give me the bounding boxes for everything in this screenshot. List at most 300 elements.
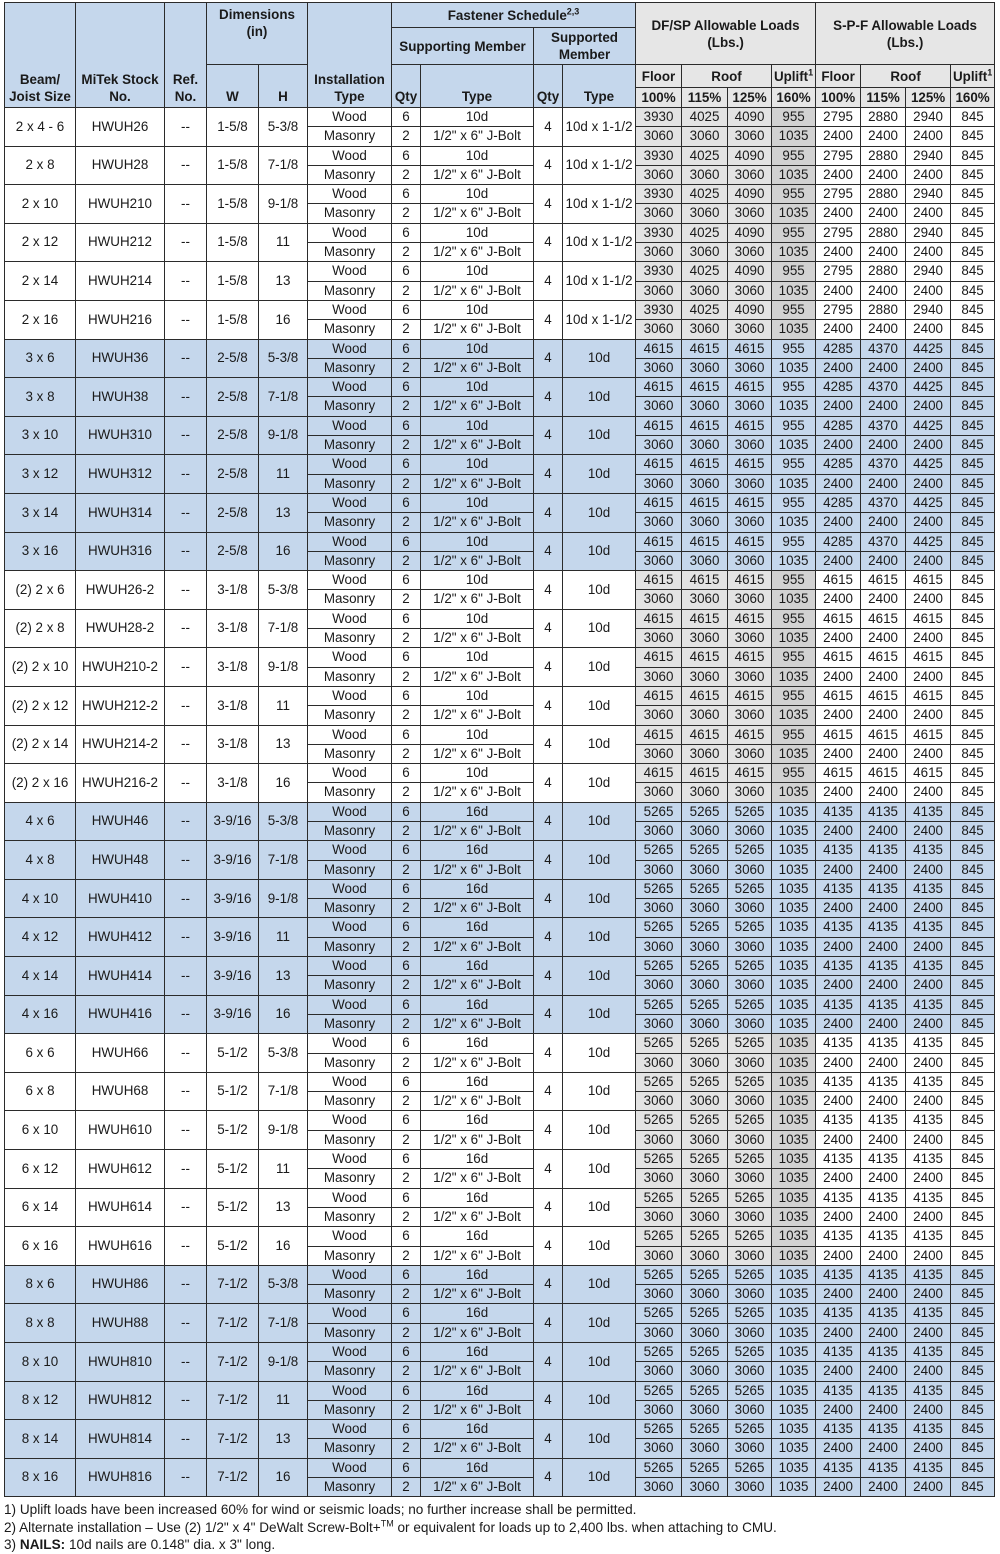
- dfsp-load-cell: 3060: [728, 899, 772, 918]
- spf-load-cell: 4135: [906, 957, 951, 976]
- spf-load-cell: 2400: [861, 127, 906, 146]
- spf-load-cell: 845: [951, 802, 995, 821]
- dfsp-load-cell: 3060: [636, 243, 682, 262]
- supporting-qty-cell: 2: [392, 706, 421, 725]
- dfsp-load-cell: 3060: [728, 976, 772, 995]
- spf-load-cell: 2400: [906, 976, 951, 995]
- dfsp-load-cell: 4615: [682, 378, 728, 397]
- dfsp-load-cell: 955: [772, 725, 816, 744]
- beam-size-cell: 3 x 8: [5, 378, 76, 417]
- spf-load-cell: 4135: [816, 1072, 861, 1091]
- header-supported-member: Supported Member: [534, 28, 636, 65]
- beam-size-cell: (2) 2 x 8: [5, 609, 76, 648]
- dfsp-load-cell: 1035: [772, 1130, 816, 1149]
- install-type-cell: Wood: [308, 416, 392, 435]
- install-type-cell: Masonry: [308, 783, 392, 802]
- dfsp-load-cell: 3060: [728, 667, 772, 686]
- spf-load-cell: 2400: [816, 513, 861, 532]
- spf-load-cell: 845: [951, 821, 995, 840]
- supporting-qty-cell: 6: [392, 223, 421, 242]
- dfsp-load-cell: 3060: [636, 1478, 682, 1497]
- width-cell: 3-9/16: [207, 841, 259, 880]
- supporting-qty-cell: 2: [392, 513, 421, 532]
- dfsp-load-cell: 3060: [682, 1439, 728, 1458]
- spf-load-cell: 4615: [816, 609, 861, 628]
- beam-size-cell: 6 x 14: [5, 1188, 76, 1227]
- spf-load-cell: 2400: [906, 1207, 951, 1226]
- spf-load-cell: 2400: [816, 667, 861, 686]
- spf-load-cell: 2795: [816, 262, 861, 281]
- width-cell: 7-1/2: [207, 1343, 259, 1382]
- spf-load-cell: 2400: [861, 937, 906, 956]
- height-cell: 16: [259, 300, 308, 339]
- dfsp-load-cell: 1035: [772, 281, 816, 300]
- width-cell: 3-9/16: [207, 918, 259, 957]
- table-row: [5, 1227, 995, 1246]
- dfsp-load-cell: 1035: [772, 1053, 816, 1072]
- dfsp-load-cell: 5265: [682, 1227, 728, 1246]
- header-fastener-schedule: Fastener Schedule$^{2,3}$: [392, 3, 636, 28]
- install-type-cell: Wood: [308, 1150, 392, 1169]
- supporting-qty-cell: 2: [392, 1207, 421, 1226]
- stock-no-cell: HWUH414: [76, 957, 165, 996]
- dfsp-load-cell: 955: [772, 378, 816, 397]
- stock-no-cell: HWUH810: [76, 1343, 165, 1382]
- install-type-cell: Masonry: [308, 1400, 392, 1419]
- dfsp-load-cell: 3060: [682, 243, 728, 262]
- spf-load-cell: 4615: [861, 648, 906, 667]
- dfsp-load-cell: 4615: [682, 416, 728, 435]
- supporting-qty-cell: 6: [392, 879, 421, 898]
- install-type-cell: Wood: [308, 1034, 392, 1053]
- supporting-type-cell: 16d: [421, 1420, 534, 1439]
- stock-no-cell: HWUH28: [76, 146, 165, 185]
- dfsp-load-cell: 1035: [772, 860, 816, 879]
- supporting-type-cell: 10d: [421, 493, 534, 512]
- header-dimensions: Dimensions (in): [207, 3, 308, 65]
- dfsp-load-cell: 955: [772, 493, 816, 512]
- dfsp-load-cell: 3060: [636, 436, 682, 455]
- spf-load-cell: 4615: [906, 571, 951, 590]
- dfsp-load-cell: 4025: [682, 146, 728, 165]
- spf-load-cell: 2400: [906, 358, 951, 377]
- supporting-qty-cell: 2: [392, 667, 421, 686]
- spf-load-cell: 2400: [906, 1362, 951, 1381]
- spf-load-cell: 4135: [906, 1072, 951, 1091]
- dfsp-load-cell: 4615: [728, 764, 772, 783]
- supporting-type-cell: 1/2" x 6" J-Bolt: [421, 281, 534, 300]
- dfsp-load-cell: 1035: [772, 1014, 816, 1033]
- dfsp-load-cell: 3060: [636, 1362, 682, 1381]
- dfsp-load-cell: 3060: [682, 1246, 728, 1265]
- beam-size-cell: 6 x 16: [5, 1227, 76, 1266]
- dfsp-load-cell: 5265: [636, 1265, 682, 1284]
- supported-type-cell: 10d: [563, 378, 636, 417]
- spf-load-cell: 4135: [816, 1420, 861, 1439]
- supporting-type-cell: 1/2" x 6" J-Bolt: [421, 1014, 534, 1033]
- table-row: [5, 1150, 995, 1169]
- spf-load-cell: 4135: [861, 1420, 906, 1439]
- dfsp-load-cell: 5265: [728, 1265, 772, 1284]
- supporting-type-cell: 16d: [421, 802, 534, 821]
- spf-load-cell: 845: [951, 899, 995, 918]
- dfsp-load-cell: 3060: [682, 821, 728, 840]
- supporting-qty-cell: 6: [392, 1188, 421, 1207]
- supporting-type-cell: 1/2" x 6" J-Bolt: [421, 783, 534, 802]
- spf-load-cell: 845: [951, 686, 995, 705]
- dfsp-load-cell: 1035: [772, 1169, 816, 1188]
- dfsp-load-cell: 5265: [682, 1458, 728, 1477]
- dfsp-load-cell: 4090: [728, 262, 772, 281]
- table-row: [5, 1111, 995, 1130]
- ref-no-cell: --: [165, 609, 207, 648]
- install-type-cell: Masonry: [308, 320, 392, 339]
- install-type-cell: Masonry: [308, 551, 392, 570]
- dfsp-load-cell: 3060: [636, 513, 682, 532]
- dfsp-load-cell: 1035: [772, 1400, 816, 1419]
- supported-type-cell: 10d x 1-1/2: [563, 300, 636, 339]
- install-type-cell: Masonry: [308, 590, 392, 609]
- spf-load-cell: 4135: [861, 1227, 906, 1246]
- dfsp-load-cell: 3060: [682, 397, 728, 416]
- spf-load-cell: 845: [951, 493, 995, 512]
- height-cell: 7-1/8: [259, 1072, 308, 1111]
- dfsp-load-cell: 3060: [682, 165, 728, 184]
- header-h: H: [259, 65, 308, 108]
- ref-no-cell: --: [165, 1304, 207, 1343]
- width-cell: 5-1/2: [207, 1188, 259, 1227]
- supporting-type-cell: 1/2" x 6" J-Bolt: [421, 474, 534, 493]
- supported-type-cell: 10d: [563, 455, 636, 494]
- ref-no-cell: --: [165, 378, 207, 417]
- dfsp-load-cell: 955: [772, 455, 816, 474]
- dfsp-load-cell: 3060: [636, 937, 682, 956]
- supporting-type-cell: 1/2" x 6" J-Bolt: [421, 937, 534, 956]
- dfsp-load-cell: 5265: [636, 1072, 682, 1091]
- supporting-qty-cell: 2: [392, 358, 421, 377]
- dfsp-load-cell: 3060: [682, 590, 728, 609]
- supporting-type-cell: 10d: [421, 185, 534, 204]
- height-cell: 7-1/8: [259, 609, 308, 648]
- dfsp-load-cell: 1035: [772, 1343, 816, 1362]
- supported-type-cell: 10d: [563, 493, 636, 532]
- supporting-type-cell: 10d: [421, 764, 534, 783]
- supporting-qty-cell: 2: [392, 976, 421, 995]
- supporting-type-cell: 1/2" x 6" J-Bolt: [421, 860, 534, 879]
- spf-load-cell: 4135: [861, 1150, 906, 1169]
- spf-load-cell: 845: [951, 571, 995, 590]
- spf-load-cell: 845: [951, 1323, 995, 1342]
- spf-load-cell: 4615: [861, 764, 906, 783]
- supporting-type-cell: 1/2" x 6" J-Bolt: [421, 1207, 534, 1226]
- supported-qty-cell: 4: [534, 1458, 563, 1497]
- dfsp-load-cell: 4615: [682, 532, 728, 551]
- spf-load-cell: 2880: [861, 146, 906, 165]
- stock-no-cell: HWUH610: [76, 1111, 165, 1150]
- height-cell: 9-1/8: [259, 416, 308, 455]
- dfsp-load-cell: 1035: [772, 1072, 816, 1091]
- dfsp-load-cell: 3060: [728, 706, 772, 725]
- spf-load-cell: 845: [951, 320, 995, 339]
- supported-type-cell: 10d: [563, 879, 636, 918]
- supported-qty-cell: 4: [534, 378, 563, 417]
- supporting-qty-cell: 6: [392, 571, 421, 590]
- beam-size-cell: 8 x 10: [5, 1343, 76, 1382]
- beam-size-cell: 8 x 14: [5, 1420, 76, 1459]
- supporting-type-cell: 1/2" x 6" J-Bolt: [421, 1246, 534, 1265]
- stock-no-cell: HWUH88: [76, 1304, 165, 1343]
- spf-load-cell: 845: [951, 1304, 995, 1323]
- spf-load-cell: 4615: [816, 764, 861, 783]
- dfsp-load-cell: 3060: [682, 667, 728, 686]
- beam-size-cell: 4 x 16: [5, 995, 76, 1034]
- spf-load-cell: 2400: [861, 899, 906, 918]
- spf-load-cell: 2400: [906, 320, 951, 339]
- spf-load-cell: 2880: [861, 262, 906, 281]
- header-dfsp-125: 125%: [728, 88, 772, 108]
- supporting-qty-cell: 2: [392, 783, 421, 802]
- supporting-qty-cell: 2: [392, 744, 421, 763]
- supported-type-cell: 10d: [563, 1381, 636, 1420]
- table-row: [5, 493, 995, 512]
- table-row: [5, 300, 995, 319]
- spf-load-cell: 4370: [861, 532, 906, 551]
- table-row: [5, 609, 995, 628]
- spf-load-cell: 4425: [906, 339, 951, 358]
- stock-no-cell: HWUH614: [76, 1188, 165, 1227]
- spf-load-cell: 4135: [906, 1420, 951, 1439]
- spf-load-cell: 2795: [816, 108, 861, 127]
- spf-load-cell: 2400: [906, 1323, 951, 1342]
- dfsp-load-cell: 1035: [772, 474, 816, 493]
- table-row: [5, 108, 995, 127]
- dfsp-load-cell: 3060: [636, 320, 682, 339]
- spf-load-cell: 2400: [861, 1285, 906, 1304]
- dfsp-load-cell: 1035: [772, 1304, 816, 1323]
- dfsp-load-cell: 3060: [682, 706, 728, 725]
- height-cell: 11: [259, 918, 308, 957]
- spf-load-cell: 845: [951, 1072, 995, 1091]
- table-row: [5, 686, 995, 705]
- dfsp-load-cell: 3060: [682, 320, 728, 339]
- header-stock-no: MiTek Stock No.: [76, 3, 165, 108]
- dfsp-load-cell: 4615: [682, 493, 728, 512]
- height-cell: 11: [259, 686, 308, 725]
- spf-load-cell: 4135: [906, 1381, 951, 1400]
- dfsp-load-cell: 4615: [682, 571, 728, 590]
- spf-load-cell: 4135: [861, 841, 906, 860]
- ref-no-cell: --: [165, 262, 207, 301]
- supported-type-cell: 10d: [563, 802, 636, 841]
- spf-load-cell: 845: [951, 995, 995, 1014]
- ref-no-cell: --: [165, 1034, 207, 1073]
- dfsp-load-cell: 3060: [728, 783, 772, 802]
- spf-load-cell: 2400: [906, 1439, 951, 1458]
- supporting-qty-cell: 6: [392, 686, 421, 705]
- spf-load-cell: 2400: [906, 1169, 951, 1188]
- install-type-cell: Masonry: [308, 358, 392, 377]
- dfsp-load-cell: 1035: [772, 744, 816, 763]
- spf-load-cell: 2400: [861, 667, 906, 686]
- supported-qty-cell: 4: [534, 957, 563, 996]
- install-type-cell: Masonry: [308, 667, 392, 686]
- ref-no-cell: --: [165, 918, 207, 957]
- spf-load-cell: 2400: [861, 397, 906, 416]
- supporting-qty-cell: 6: [392, 609, 421, 628]
- supporting-qty-cell: 2: [392, 551, 421, 570]
- spf-load-cell: 2400: [816, 783, 861, 802]
- height-cell: 5-3/8: [259, 802, 308, 841]
- spf-load-cell: 4135: [906, 1111, 951, 1130]
- install-type-cell: Wood: [308, 146, 392, 165]
- supporting-type-cell: 1/2" x 6" J-Bolt: [421, 513, 534, 532]
- dfsp-load-cell: 3060: [728, 1478, 772, 1497]
- height-cell: 16: [259, 995, 308, 1034]
- spf-load-cell: 2400: [816, 243, 861, 262]
- spf-load-cell: 4615: [816, 725, 861, 744]
- dfsp-load-cell: 4615: [636, 648, 682, 667]
- stock-no-cell: HWUH26-2: [76, 571, 165, 610]
- spf-load-cell: 2880: [861, 108, 906, 127]
- spf-load-cell: 2400: [861, 590, 906, 609]
- supported-qty-cell: 4: [534, 1072, 563, 1111]
- height-cell: 16: [259, 1458, 308, 1497]
- dfsp-load-cell: 3060: [636, 629, 682, 648]
- dfsp-load-cell: 4615: [636, 339, 682, 358]
- spf-load-cell: 2940: [906, 108, 951, 127]
- dfsp-load-cell: 4615: [728, 725, 772, 744]
- dfsp-load-cell: 5265: [636, 1111, 682, 1130]
- spf-load-cell: 2400: [816, 474, 861, 493]
- dfsp-load-cell: 5265: [682, 879, 728, 898]
- spf-load-cell: 2400: [906, 590, 951, 609]
- dfsp-load-cell: 5265: [728, 918, 772, 937]
- dfsp-load-cell: 5265: [682, 1420, 728, 1439]
- width-cell: 5-1/2: [207, 1072, 259, 1111]
- install-type-cell: Masonry: [308, 127, 392, 146]
- install-type-cell: Masonry: [308, 1169, 392, 1188]
- ref-no-cell: --: [165, 300, 207, 339]
- table-row: [5, 1458, 995, 1477]
- supporting-qty-cell: 2: [392, 1478, 421, 1497]
- supported-type-cell: 10d: [563, 918, 636, 957]
- width-cell: 3-9/16: [207, 995, 259, 1034]
- header-ref-no: Ref. No.: [165, 3, 207, 108]
- spf-load-cell: 845: [951, 1478, 995, 1497]
- spf-load-cell: 845: [951, 590, 995, 609]
- stock-no-cell: HWUH814: [76, 1420, 165, 1459]
- spf-load-cell: 2400: [861, 783, 906, 802]
- ref-no-cell: --: [165, 493, 207, 532]
- spf-load-cell: 2400: [816, 1053, 861, 1072]
- dfsp-load-cell: 1035: [772, 783, 816, 802]
- dfsp-load-cell: 1035: [772, 976, 816, 995]
- width-cell: 2-5/8: [207, 378, 259, 417]
- dfsp-load-cell: 3060: [682, 899, 728, 918]
- dfsp-load-cell: 3060: [728, 1207, 772, 1226]
- spf-load-cell: 2400: [861, 744, 906, 763]
- spf-load-cell: 2400: [861, 1092, 906, 1111]
- spf-load-cell: 845: [951, 108, 995, 127]
- install-type-cell: Masonry: [308, 474, 392, 493]
- supported-type-cell: 10d: [563, 339, 636, 378]
- dfsp-load-cell: 955: [772, 764, 816, 783]
- install-type-cell: Masonry: [308, 397, 392, 416]
- spf-load-cell: 845: [951, 609, 995, 628]
- spf-load-cell: 2400: [906, 629, 951, 648]
- dfsp-load-cell: 3060: [636, 474, 682, 493]
- dfsp-load-cell: 3060: [636, 899, 682, 918]
- ref-no-cell: --: [165, 725, 207, 764]
- install-type-cell: Masonry: [308, 1478, 392, 1497]
- width-cell: 7-1/2: [207, 1265, 259, 1304]
- spf-load-cell: 2400: [816, 937, 861, 956]
- dfsp-load-cell: 5265: [682, 1188, 728, 1207]
- spf-load-cell: 2400: [861, 320, 906, 339]
- dfsp-load-cell: 3060: [728, 744, 772, 763]
- height-cell: 5-3/8: [259, 1265, 308, 1304]
- spf-load-cell: 2400: [906, 1478, 951, 1497]
- header-dfsp-115: 115%: [682, 88, 728, 108]
- dfsp-load-cell: 1035: [772, 706, 816, 725]
- dfsp-load-cell: 5265: [636, 957, 682, 976]
- spf-load-cell: 2400: [861, 474, 906, 493]
- stock-no-cell: HWUH38: [76, 378, 165, 417]
- height-cell: 9-1/8: [259, 1111, 308, 1150]
- supporting-qty-cell: 6: [392, 841, 421, 860]
- spf-load-cell: 845: [951, 1092, 995, 1111]
- supported-type-cell: 10d: [563, 764, 636, 803]
- dfsp-load-cell: 3060: [728, 1130, 772, 1149]
- supporting-type-cell: 16d: [421, 1381, 534, 1400]
- dfsp-load-cell: 955: [772, 108, 816, 127]
- dfsp-load-cell: 1035: [772, 821, 816, 840]
- supported-qty-cell: 4: [534, 879, 563, 918]
- stock-no-cell: HWUH68: [76, 1072, 165, 1111]
- stock-no-cell: HWUH316: [76, 532, 165, 571]
- height-cell: 5-3/8: [259, 571, 308, 610]
- supporting-type-cell: 10d: [421, 532, 534, 551]
- spf-load-cell: 2400: [906, 551, 951, 570]
- supported-type-cell: 10d x 1-1/2: [563, 108, 636, 147]
- stock-no-cell: HWUH416: [76, 995, 165, 1034]
- supported-type-cell: 10d: [563, 1072, 636, 1111]
- spf-load-cell: 2400: [861, 1014, 906, 1033]
- height-cell: 5-3/8: [259, 108, 308, 147]
- supported-type-cell: 10d: [563, 1111, 636, 1150]
- spf-load-cell: 845: [951, 513, 995, 532]
- dfsp-load-cell: 3060: [636, 706, 682, 725]
- spf-load-cell: 4135: [861, 879, 906, 898]
- spf-load-cell: 2400: [906, 1053, 951, 1072]
- spf-load-cell: 845: [951, 744, 995, 763]
- dfsp-load-cell: 5265: [682, 1304, 728, 1323]
- spf-load-cell: 4370: [861, 493, 906, 512]
- dfsp-load-cell: 4090: [728, 146, 772, 165]
- spf-load-cell: 4135: [861, 1343, 906, 1362]
- header-spf-115: 115%: [861, 88, 906, 108]
- width-cell: 1-5/8: [207, 146, 259, 185]
- spf-load-cell: 2400: [861, 1400, 906, 1419]
- beam-size-cell: 3 x 10: [5, 416, 76, 455]
- supported-type-cell: 10d: [563, 1227, 636, 1266]
- spf-load-cell: 2400: [816, 1323, 861, 1342]
- spf-load-cell: 4135: [816, 918, 861, 937]
- spf-load-cell: 2400: [861, 1130, 906, 1149]
- supported-type-cell: 10d: [563, 1458, 636, 1497]
- width-cell: 2-5/8: [207, 416, 259, 455]
- supported-type-cell: 10d: [563, 1265, 636, 1304]
